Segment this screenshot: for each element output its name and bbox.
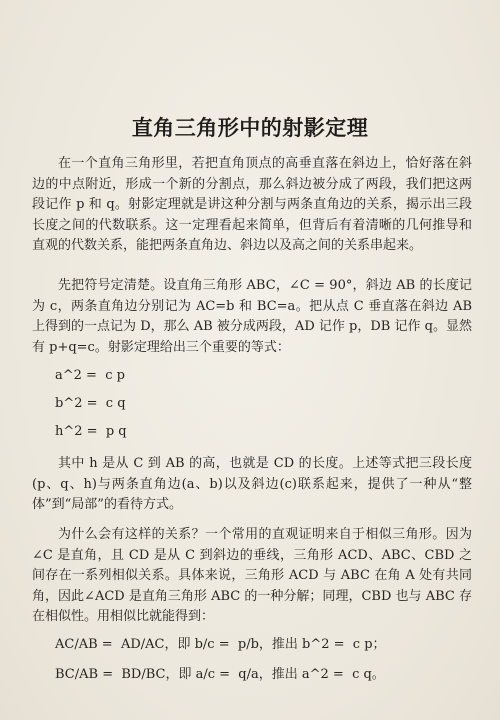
- paragraph-explanation: [32, 454, 472, 516]
- paragraph-intro: [32, 154, 472, 257]
- equation-a-squared: a^2 = c p: [55, 368, 125, 383]
- equation-similarity-1: AC/AB = AD/AC，即 b/c = p/b，推出 b^2 = c p；: [55, 637, 386, 652]
- paragraph-proof: [32, 525, 472, 628]
- equation-h-squared: h^2 = p q: [55, 424, 127, 439]
- paragraph-text: 其中 h 是从 C 到 AB 的高，也就是 CD 的长度。上述等式把三段长度(p、q、h)与两条直角边(a、b)以及斜边(c)联系起来，提供了一种从“整体”到“局部”的看待方式。: [32, 456, 472, 512]
- equation-b-squared: b^2 = c q: [55, 396, 126, 411]
- paragraph-text: 为什么会有这样的关系？一个常用的直观证明来自于相似三角形。因为∠C 是直角，且 CD 是从 C 到斜边的垂线，三角形 ACD、ABC、CBD 之间存在一系列相似关系。具体来说，三角形 ACD 与 ABC 在角 A 处有共同角，因此∠ACD 是直角三角形 ABC 的一种分解；同理，CBD 也与 ABC 存在相似性。用相似比就能得到：: [32, 527, 472, 624]
- paragraph-notation: [32, 276, 472, 358]
- page-title: 直角三角形中的射影定理: [131, 116, 369, 140]
- paragraph-text: 在一个直角三角形里，若把直角顶点的高垂直落在斜边上，恰好落在斜边的中点附近，形成一个新的分割点，那么斜边被分成了两段，我们把这两段记作 p 和 q。射影定理就是讲这种分割与两条直角边的关系，揭示出三段长度之间的代数联系。这一定理看起来简单，但背后有着清晰的几何推导和直观的代数关系，能把两条直角边、斜边以及高之间的关系串起来。: [32, 156, 472, 253]
- paragraph-text: 先把符号定清楚。设直角三角形 ABC，∠C = 90°，斜边 AB 的长度记为 c，两条直角边分别记为 AC=b 和 BC=a。把从点 C 垂直落在斜边 AB 上得到的一点记为 D，那么 AB 被分成两段，AD 记作 p，DB 记作 q。显然有 p+q=c。射影定理给出三个重要的等式：: [32, 278, 472, 355]
- equation-similarity-2: BC/AB = BD/BC，即 a/c = q/a，推出 a^2 = c q。: [55, 667, 385, 682]
